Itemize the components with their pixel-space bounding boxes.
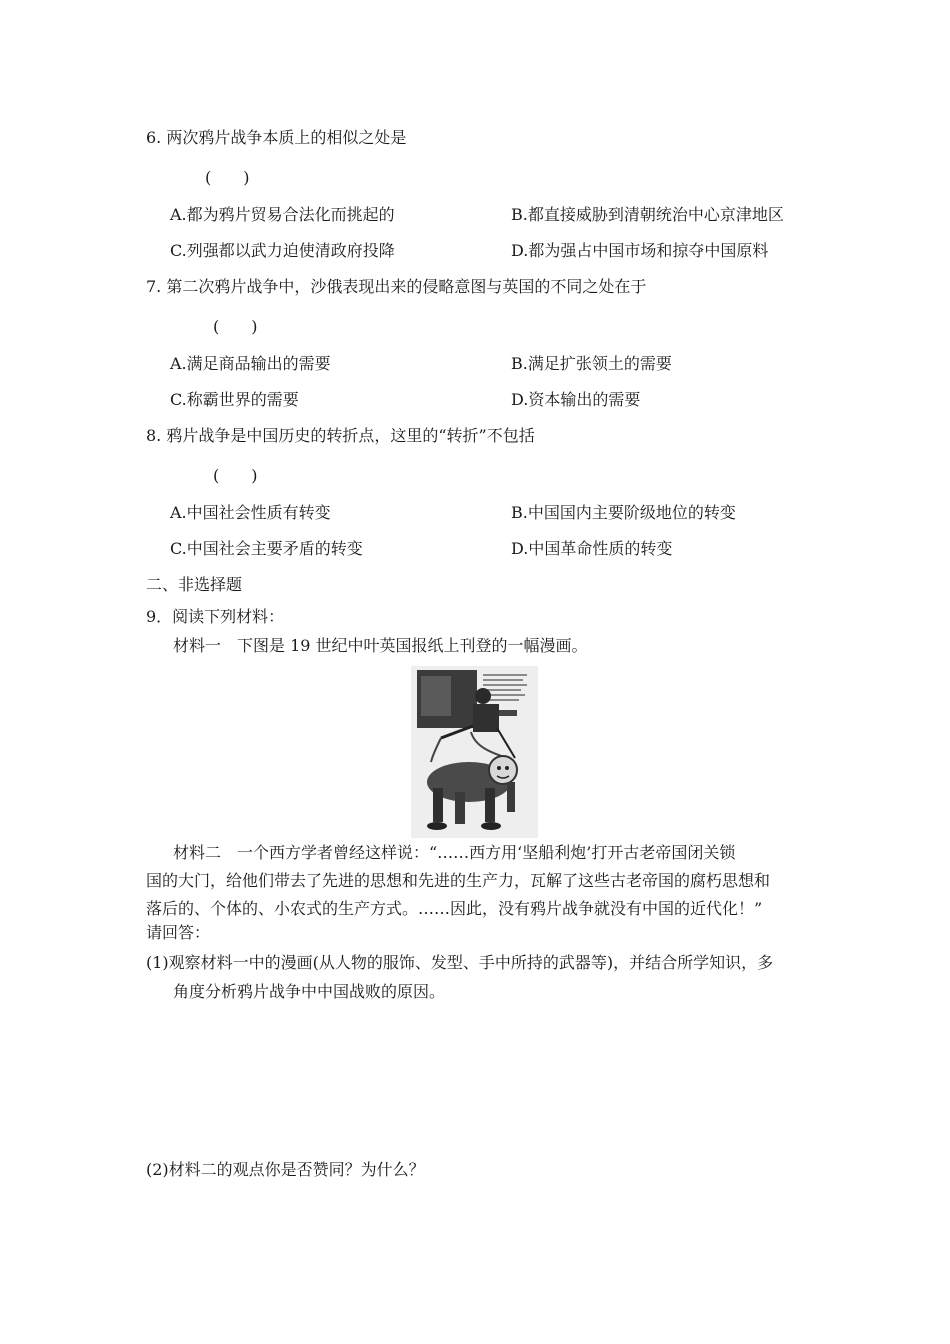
cartoon-image xyxy=(411,666,538,838)
cartoon-illustration xyxy=(411,666,538,838)
question-8-option-d: D.中国革命性质的转变 xyxy=(511,539,673,558)
question-6-option-c: C.列强都以武力迫使清政府投降 xyxy=(170,241,395,260)
answer-prompt: 请回答： xyxy=(146,923,211,942)
question-6-stem: 6. 两次鸦片战争本质上的相似之处是 xyxy=(146,128,407,147)
question-7-option-c: C.称霸世界的需要 xyxy=(170,390,299,409)
section-heading: 二、非选择题 xyxy=(146,575,243,594)
subquestion-1-line-2: 角度分析鸦片战争中中国战败的原因。 xyxy=(173,982,446,1001)
material-2-line-2: 国的大门，给他们带去了先进的思想和先进的生产力，瓦解了这些古老帝国的腐朽思想和 xyxy=(146,871,771,890)
question-6-option-a: A.都为鸦片贸易合法化而挑起的 xyxy=(170,205,395,224)
question-8-option-b: B.中国国内主要阶级地位的转变 xyxy=(511,503,736,522)
question-7-option-d: D.资本输出的需要 xyxy=(511,390,641,409)
question-8-answer-paren: ( ) xyxy=(213,466,258,485)
question-8-option-a: A.中国社会性质有转变 xyxy=(170,503,331,522)
question-9-stem: 9．阅读下列材料： xyxy=(146,607,285,626)
question-6-answer-paren: ( ) xyxy=(205,168,250,187)
question-7-option-b: B.满足扩张领土的需要 xyxy=(511,354,672,373)
question-7-option-a: A.满足商品输出的需要 xyxy=(170,354,331,373)
material-2-line-1: 材料二 一个西方学者曾经这样说：“……西方用‘坚船利炮’打开古老帝国闭关锁 xyxy=(173,843,736,862)
question-6-option-d: D.都为强占中国市场和掠夺中国原料 xyxy=(511,241,769,260)
question-6-option-b: B.都直接威胁到清朝统治中心京津地区 xyxy=(511,205,784,224)
material-1-text: 材料一 下图是 19 世纪中叶英国报纸上刊登的一幅漫画。 xyxy=(173,636,588,655)
question-8-stem: 8. 鸦片战争是中国历史的转折点，这里的“转折”不包括 xyxy=(146,426,535,445)
question-8-option-c: C.中国社会主要矛盾的转变 xyxy=(170,539,363,558)
subquestion-2: (2)材料二的观点你是否赞同？为什么？ xyxy=(146,1160,425,1179)
subquestion-1-line-1: (1)观察材料一中的漫画(从人物的服饰、发型、手中所持的武器等)，并结合所学知识，多 xyxy=(146,953,774,972)
material-2-line-3: 落后的、个体的、小农式的生产方式。……因此，没有鸦片战争就没有中国的近代化！” xyxy=(146,899,763,918)
question-7-stem: 7. 第二次鸦片战争中，沙俄表现出来的侵略意图与英国的不同之处在于 xyxy=(146,277,647,296)
question-7-answer-paren: ( ) xyxy=(213,317,258,336)
